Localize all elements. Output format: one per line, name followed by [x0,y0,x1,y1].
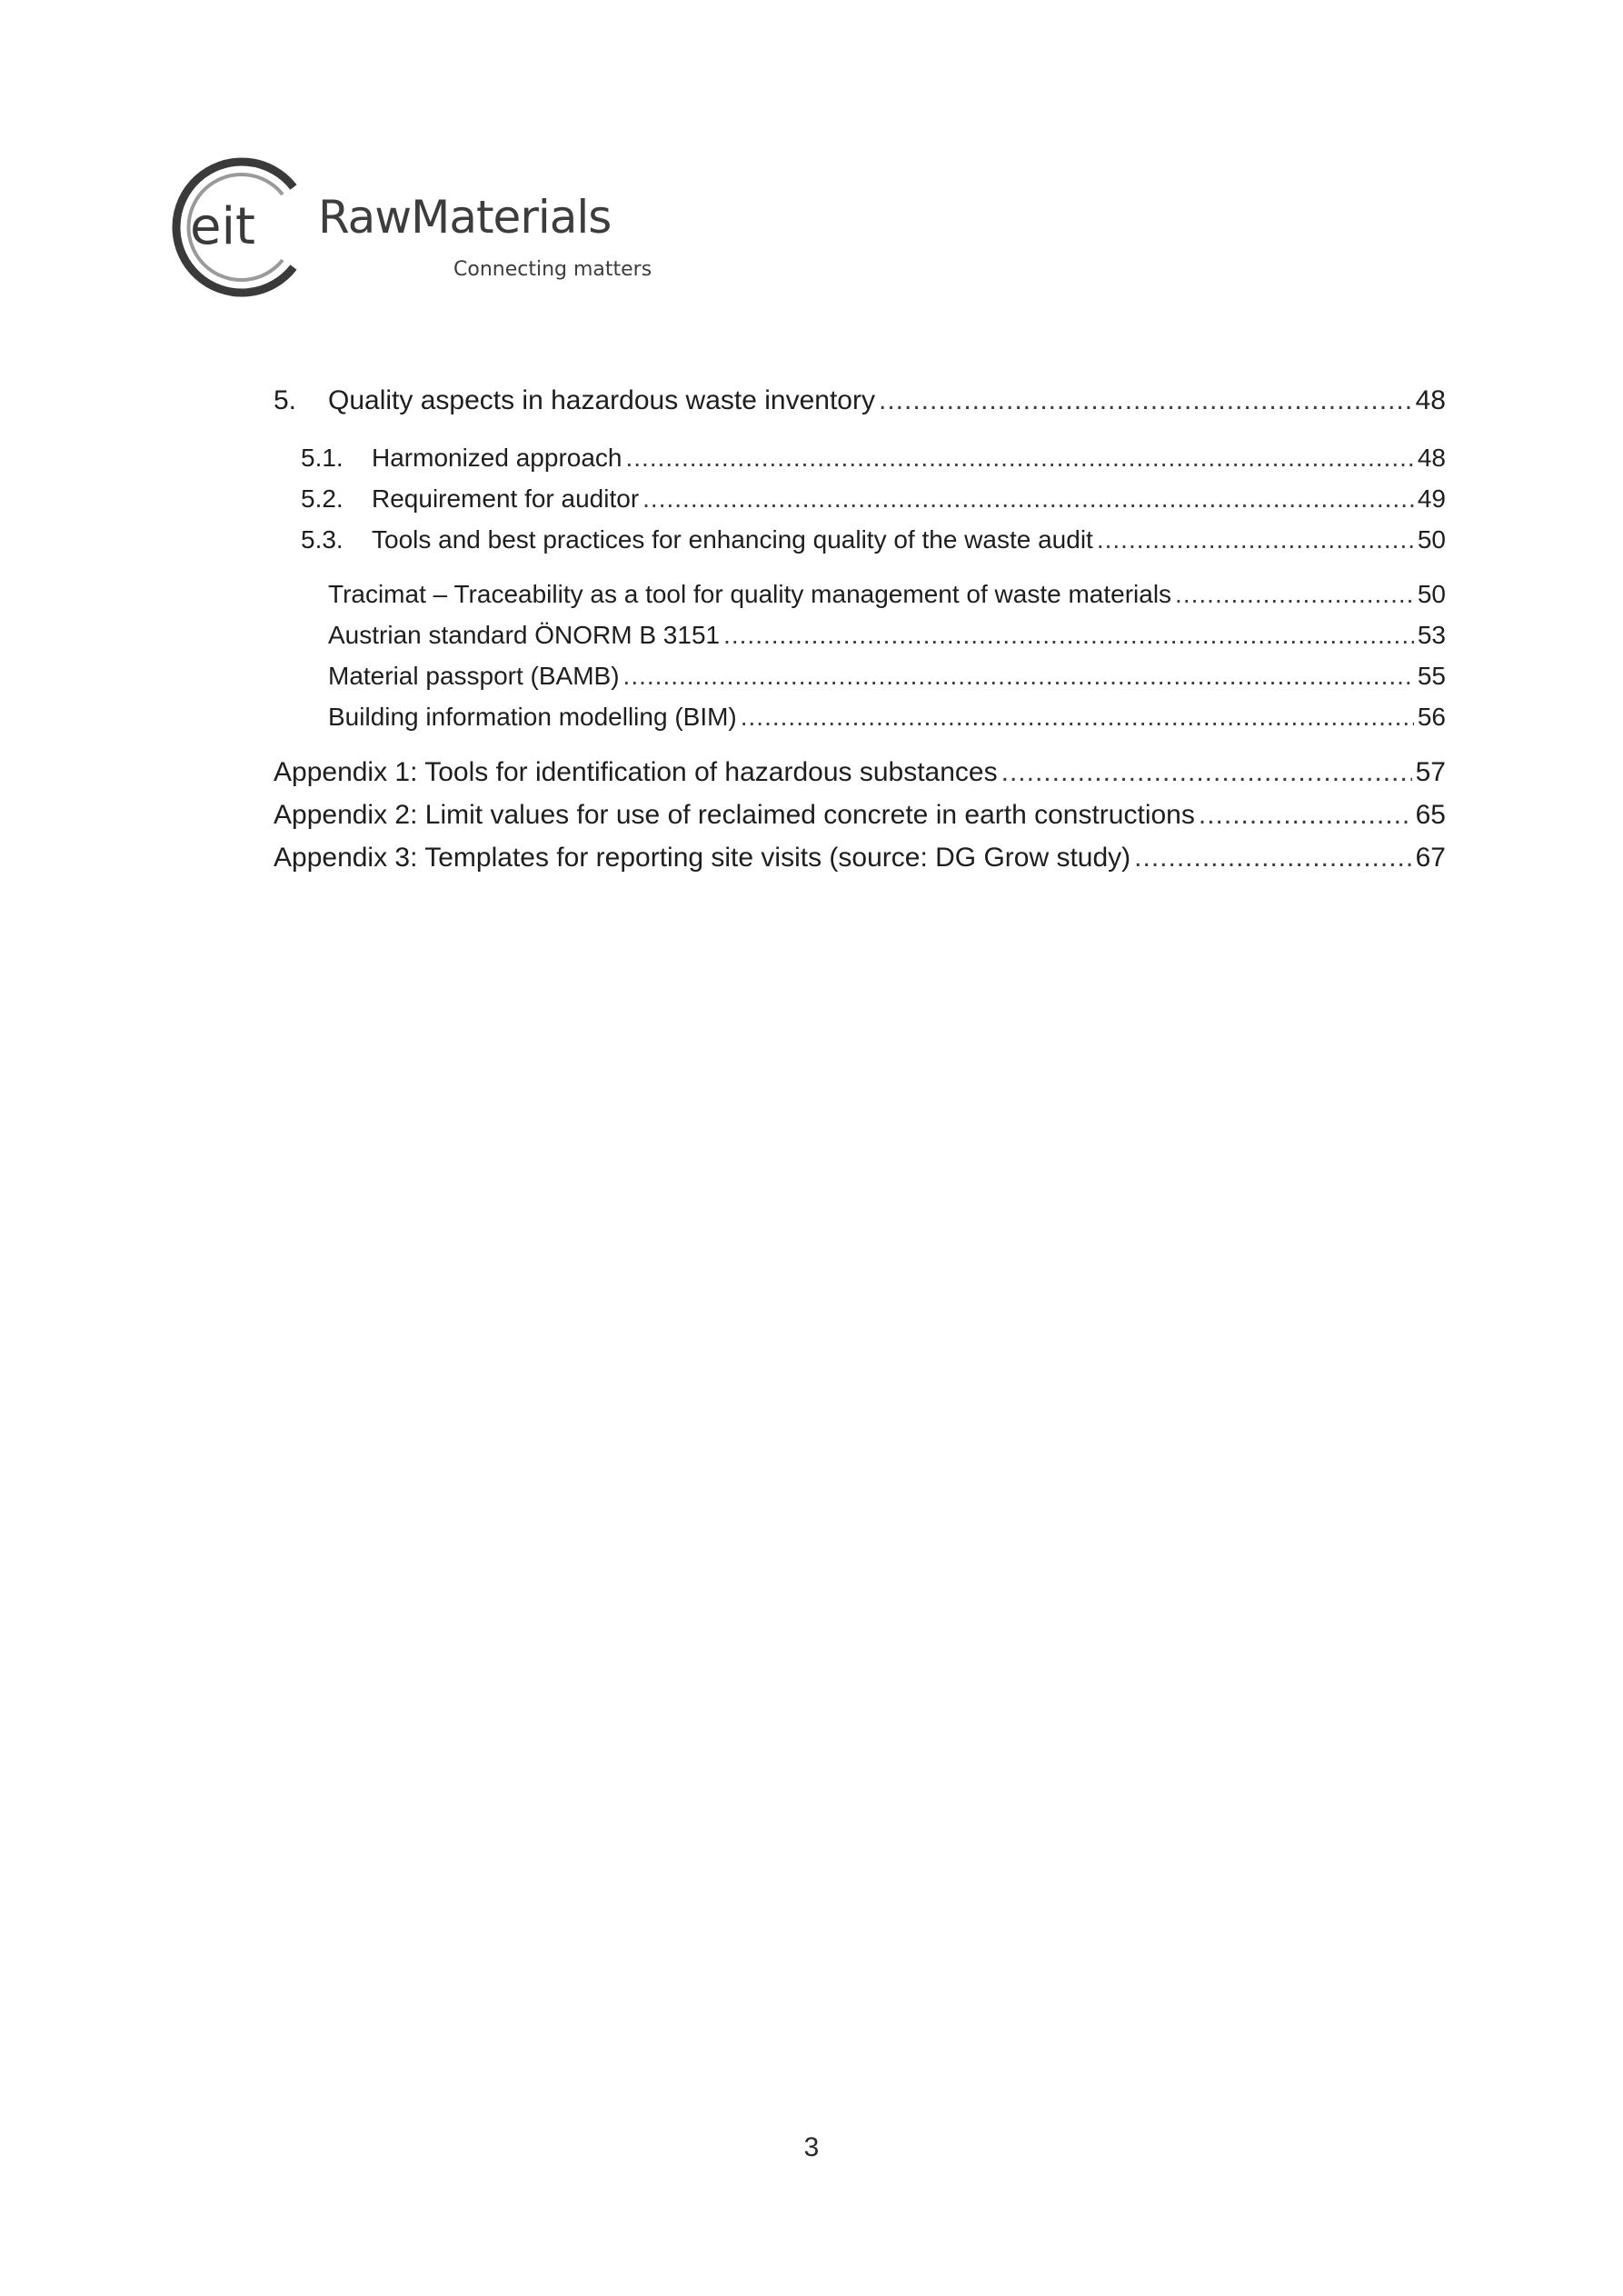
toc-page: 50 [1417,525,1446,554]
toc-number: 5.1. [301,444,344,472]
page-number: 3 [803,2132,820,2162]
toc-entry[interactable] [274,800,1446,836]
toc-number: 5. [274,385,297,415]
toc-title: Material passport (BAMB) [328,662,620,690]
toc-title: Appendix 1: Tools for identification of hazardous substances [274,757,998,787]
toc-title: Quality aspects in hazardous waste inventory [328,385,875,415]
toc-entry[interactable] [274,843,1446,879]
toc-leader-dots [642,484,1414,514]
toc-entry[interactable] [274,580,1446,616]
toc-leader-dots [1134,843,1411,873]
logo-wordmark: RawMaterials [318,191,612,244]
toc-leader-dots [623,662,1414,691]
toc-page: 67 [1415,843,1446,873]
toc-entry[interactable] [274,662,1446,698]
toc-leader-dots [1001,757,1412,788]
toc-title: Requirement for auditor [372,484,640,513]
toc-leader-dots [1199,800,1412,831]
toc-leader-dots [1097,525,1414,554]
toc-leader-dots [879,385,1412,416]
toc-number: 5.3. [301,525,344,554]
toc-entry[interactable] [274,444,1446,480]
toc-page: 57 [1415,757,1446,787]
toc-page: 53 [1417,621,1446,649]
toc-title: Appendix 2: Limit values for use of reclaimed concrete in earth constructions [274,800,1195,830]
toc-entry[interactable] [274,484,1446,521]
eit-rawmaterials-logo [157,155,666,300]
toc-page: 55 [1417,662,1446,690]
toc-page: 50 [1417,580,1446,608]
toc-entry[interactable] [274,385,1446,422]
toc-leader-dots [723,621,1414,650]
toc-page: 65 [1415,800,1446,830]
toc-title: Harmonized approach [372,444,622,472]
logo-tagline: Connecting matters [453,258,652,281]
toc-page: 56 [1417,703,1446,731]
toc-number: 5.2. [301,484,344,513]
toc-leader-dots [1175,580,1414,609]
toc-title: Appendix 3: Templates for reporting site visits (source: DG Grow study) [274,843,1131,873]
toc-title: Tracimat – Traceability as a tool for quality management of waste materials [328,580,1172,608]
toc-leader-dots [626,444,1414,473]
toc-title: Building information modelling (BIM) [328,703,737,731]
toc-page: 49 [1417,484,1446,513]
toc-title: Austrian standard ÖNORM B 3151 [328,621,721,649]
toc-leader-dots [741,703,1414,732]
logo-mark-text: eit [190,197,255,256]
toc-page: 48 [1415,385,1446,415]
eit-logo-mark [157,155,321,300]
toc-title: Tools and best practices for enhancing quality of the waste audit [372,525,1093,554]
toc-entry[interactable] [274,703,1446,739]
toc-page: 48 [1417,444,1446,472]
toc-entry[interactable] [274,757,1446,794]
toc-entry[interactable] [274,621,1446,657]
toc-entry[interactable] [274,525,1446,562]
